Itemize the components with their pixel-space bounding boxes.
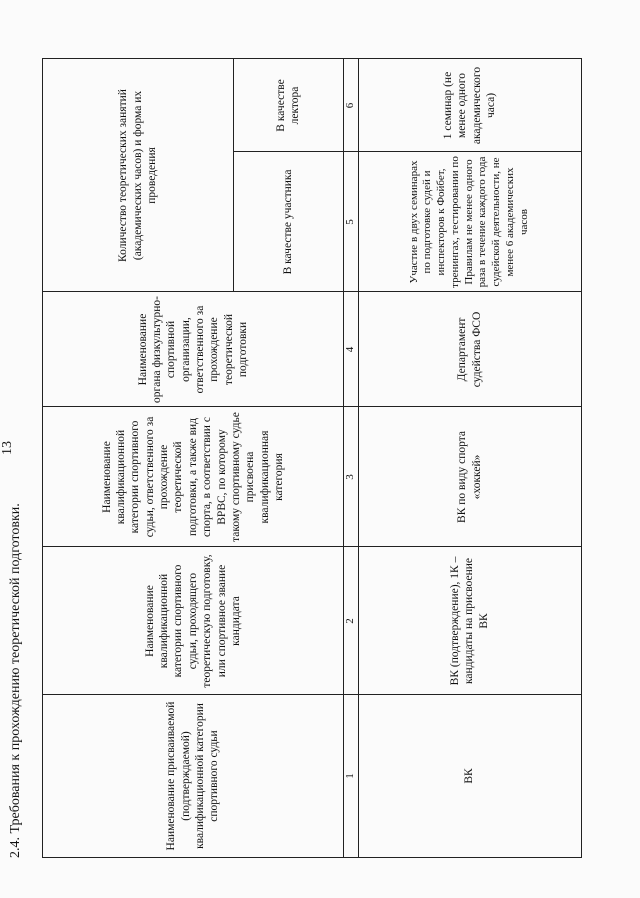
header-col-4: Наименование органа физкультурно-спортивной организации, ответственного за прохождение теоретической подготовки — [136, 296, 250, 403]
column-number-5: 5 — [343, 219, 356, 225]
row-category: ВК — [463, 768, 476, 784]
requirements-table — [42, 58, 582, 858]
header-col-5-6: Количество теоретических занятий (академических часов) и форма их проведения — [117, 89, 159, 262]
row-lecturer-requirement: 1 семинар (не менее одного академического часа) — [441, 66, 497, 145]
column-number-6: 6 — [343, 102, 356, 109]
column-number-1: 1 — [343, 773, 356, 779]
row-participant-requirement: Участие в двух семинарах по подготовке судей и инспекторов к Фойбет, тренингах, тестировании по Правилам не менее одного раза в течение каждого года судейской деятельности, не менее 6 академических часов — [407, 156, 530, 288]
page-number: 13 — [0, 441, 15, 455]
row-responsible-body: Департамент судейства ФСО — [456, 311, 483, 388]
row-responsible-judge: ВК по виду спорта «хоккей» — [456, 431, 483, 523]
header-col-1: Наименование присваиваемой (подтверждаемой) квалификационной категории спортивного судьи — [165, 701, 221, 851]
header-col-3: Наименование квалификационной категории спортивного судьи, ответственного за прохождение теоретической подготовки, а также вид спорта, в соответствии с ВРВС, по которому такому спортивному судье присвоена квалификационная категория — [100, 412, 286, 542]
column-number-2: 2 — [343, 618, 356, 624]
subheader-participant: В качестве участника — [281, 169, 294, 275]
subheader-lecturer: В качестве лектора — [274, 79, 301, 132]
section-heading: 2.4. Требования к прохождению теоретической подготовки. — [8, 503, 23, 858]
column-number-3: 3 — [343, 474, 356, 480]
row-candidate-category: ВК (подтверждение), 1К – кандидаты на присвоение ВК — [448, 556, 490, 686]
column-number-4: 4 — [343, 346, 356, 353]
header-col-2: Наименование квалификационной категории спортивного судьи, проходящего теоретическую подготовку, или спортивное звание кандидата — [143, 554, 242, 688]
